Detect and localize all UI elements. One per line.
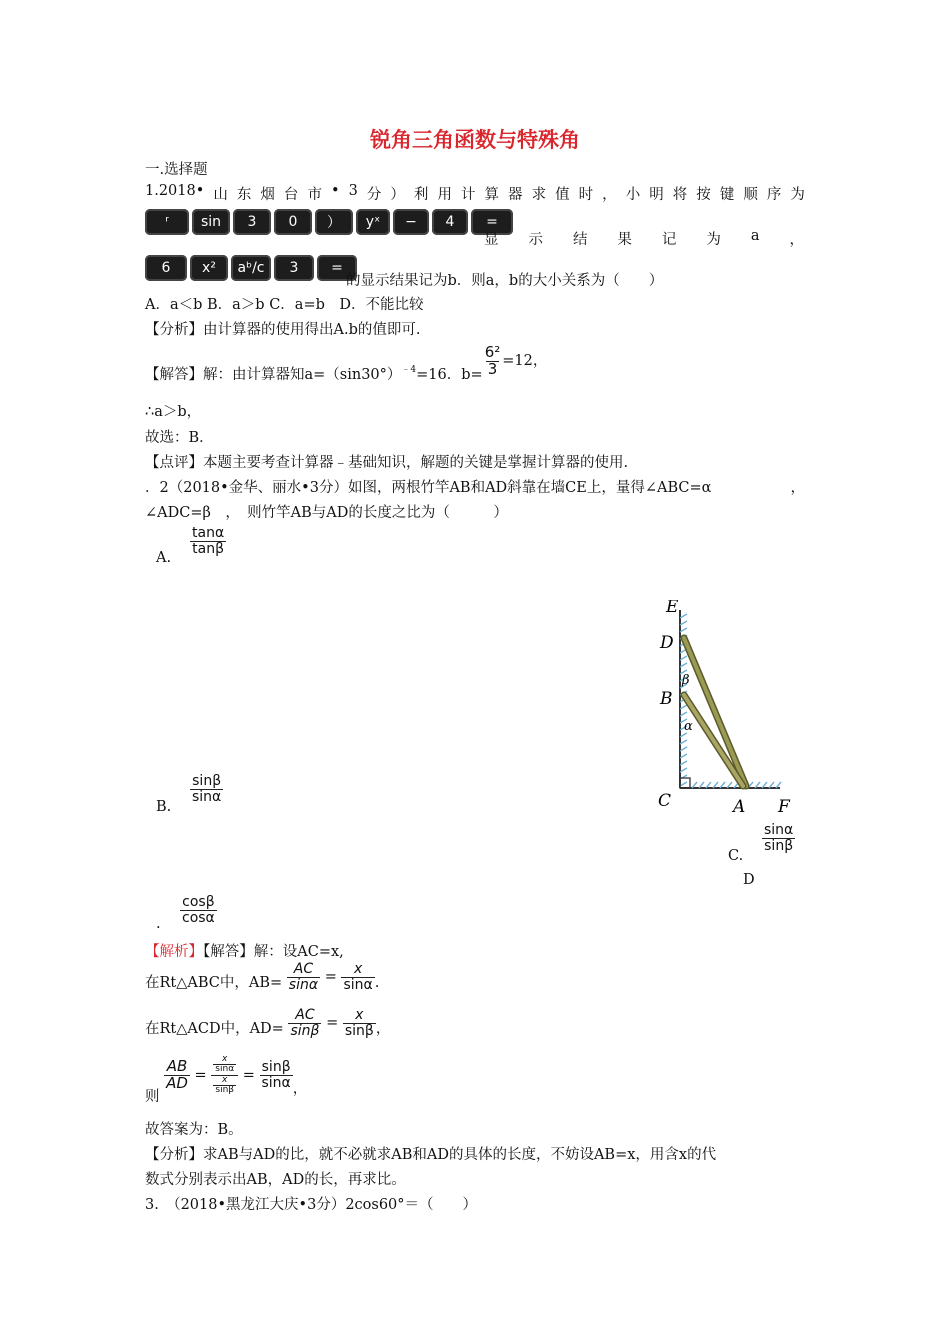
calculator-key: x² bbox=[190, 255, 228, 281]
label-f: F bbox=[778, 797, 790, 817]
solution-ab: 在Rt△ABC中，AB= $\frac{AC}{\sin\alpha}$ = $\frac{x}{\sin\alpha}$ . bbox=[145, 961, 380, 993]
question-3: 3. （2018•黑龙江大庆•3分）2cos60°＝（ ） bbox=[145, 1197, 478, 1213]
char: 烟 bbox=[260, 187, 275, 203]
question-1-intro bbox=[145, 183, 805, 204]
calculator-key: 6 bbox=[145, 255, 187, 281]
question-1-analysis: 【分析】由计算器的使用得出A.b的值即可. bbox=[145, 322, 421, 338]
question-1-display-text bbox=[484, 228, 804, 249]
option-c-fraction: $\frac{\sin\alpha}{\sin\beta}$ bbox=[764, 822, 794, 854]
question-1-answer bbox=[145, 343, 548, 384]
solution-ad: 在Rt△ACD中，AD= $\frac{AC}{\sin\beta}$ = $\frac{x}{\sin\beta}$ ， bbox=[145, 1007, 391, 1039]
calculator-key: = bbox=[317, 255, 357, 281]
calculator-keys-2 bbox=[145, 255, 357, 281]
calculator-key: yˣ bbox=[356, 209, 390, 235]
answer-b: =16．b= bbox=[416, 367, 483, 384]
option-a-label: A. bbox=[156, 550, 172, 566]
solution-analysis-line2: 数式分别表示出AB，AD的长，再求比。 bbox=[145, 1172, 406, 1188]
calculator-key: 0 bbox=[274, 209, 312, 235]
label-d: D bbox=[660, 633, 674, 653]
bamboo-wall-figure bbox=[650, 600, 800, 820]
char: 山 bbox=[213, 187, 228, 203]
char: 算 bbox=[484, 187, 499, 203]
calculator-key: ） bbox=[315, 209, 353, 235]
calculator-key: 3 bbox=[233, 209, 271, 235]
char: 东 bbox=[236, 187, 252, 203]
calculator-key: 3 bbox=[274, 255, 314, 281]
char: 用 bbox=[437, 187, 452, 203]
char: 台 bbox=[283, 187, 299, 203]
answer-fraction: $\frac{\text{6²}}{3}$ bbox=[484, 343, 501, 378]
label-e: E bbox=[666, 600, 679, 617]
option-c-label: C. bbox=[728, 848, 744, 864]
calculator-keys-1 bbox=[145, 209, 513, 235]
label-c: C bbox=[658, 791, 672, 811]
solution-analysis-line1: 【分析】求AB与AD的比，就不必就求AB和AD的具体的长度，不妨设AB=x，用含x的代 bbox=[145, 1147, 717, 1163]
char: 记 bbox=[661, 232, 677, 248]
char: 结 bbox=[572, 232, 588, 248]
calculator-key: sin bbox=[192, 209, 230, 235]
calculator-key: 4 bbox=[432, 209, 468, 235]
question-1-therefore: ∴a＞b， bbox=[145, 404, 202, 420]
option-a-fraction: $\frac{\tan\alpha}{\tan\beta}$ bbox=[192, 525, 225, 557]
char: 分 bbox=[366, 187, 382, 203]
char: 按 bbox=[696, 187, 711, 203]
char: a bbox=[750, 228, 760, 244]
label-a: A bbox=[733, 797, 746, 817]
solution-answer: 故答案为：B。 bbox=[145, 1122, 243, 1138]
char: 市 bbox=[307, 187, 322, 203]
section-heading: 一.选择题 bbox=[145, 162, 208, 178]
char: 明 bbox=[649, 187, 664, 203]
question-1-comment: 【点评】本题主要考查计算器﹣基础知识，解题的关键是掌握计算器的使用. bbox=[145, 455, 629, 471]
question-1-choose: 故选：B． bbox=[145, 430, 214, 446]
char: • bbox=[330, 183, 340, 199]
char: 序 bbox=[766, 187, 782, 203]
char: 顺 bbox=[743, 187, 758, 203]
char: 器 bbox=[508, 187, 523, 203]
question-2-line1: ．2（2018•金华、丽水•3分）如图，两根竹竿AB和AD斜靠在墙CE上，量得∠ABC=α ， bbox=[145, 480, 805, 496]
char: 计 bbox=[460, 187, 476, 203]
option-d-fraction: $\frac{\cos\beta}{\cos\alpha}$ bbox=[182, 894, 215, 926]
char: 3 bbox=[348, 183, 358, 199]
char: 显 bbox=[484, 232, 499, 248]
answer-a: 【解答】解：由计算器知a=（sin30°） bbox=[145, 367, 402, 384]
char: 1.2018• bbox=[145, 183, 205, 199]
label-beta: β bbox=[682, 673, 690, 688]
char: 将 bbox=[672, 187, 688, 203]
calculator-key: = bbox=[471, 209, 513, 235]
char: ） bbox=[390, 187, 405, 203]
answer-end: =12， bbox=[502, 353, 548, 370]
char: 为 bbox=[706, 232, 721, 248]
question-2-line2: ∠ADC=β ， 则竹竿AB与AD的长度之比为（ ） bbox=[145, 505, 508, 521]
answer-exponent: ﹣4 bbox=[401, 365, 417, 376]
solution-start: 【解析】【解答】解：设AC=x, bbox=[145, 944, 344, 960]
char: ， bbox=[602, 187, 617, 203]
char: 时 bbox=[578, 187, 594, 203]
char: 为 bbox=[790, 187, 805, 203]
option-d-label: D bbox=[743, 872, 755, 888]
option-d-dot: . bbox=[156, 916, 161, 932]
char: 值 bbox=[555, 187, 570, 203]
option-b-fraction: $\frac{\sin\beta}{\sin\alpha}$ bbox=[192, 773, 222, 805]
char: 果 bbox=[617, 232, 632, 248]
char: 示 bbox=[528, 232, 543, 248]
calculator-key: ʳ bbox=[145, 209, 189, 235]
char: 利 bbox=[413, 187, 429, 203]
char: ， bbox=[789, 232, 804, 248]
solution-ratio: 则 $\frac{AB}{AD}$ = $\frac{\frac{x}{\sin\alpha}}{\frac{x}{\sin\beta}}$ = $\frac{\sin\beta}{\sin\alpha}$ ， bbox=[145, 1054, 308, 1106]
question-1-options: A．a＜b B．a＞b C．a=b D．不能比较 bbox=[145, 297, 424, 313]
calculator-key: − bbox=[393, 209, 429, 235]
char: 键 bbox=[719, 187, 735, 203]
question-1-line3: 的显示结果记为b．则a，b的大小关系为（ ） bbox=[346, 273, 664, 289]
page-title: 锐角三角函数与特殊角 bbox=[370, 127, 580, 152]
char: 小 bbox=[625, 187, 641, 203]
char: 求 bbox=[531, 187, 547, 203]
option-b-label: B. bbox=[156, 799, 172, 815]
calculator-key: aᵇ/c bbox=[231, 255, 271, 281]
ground bbox=[680, 782, 781, 788]
label-b: B bbox=[660, 689, 673, 709]
label-alpha: α bbox=[684, 719, 693, 734]
